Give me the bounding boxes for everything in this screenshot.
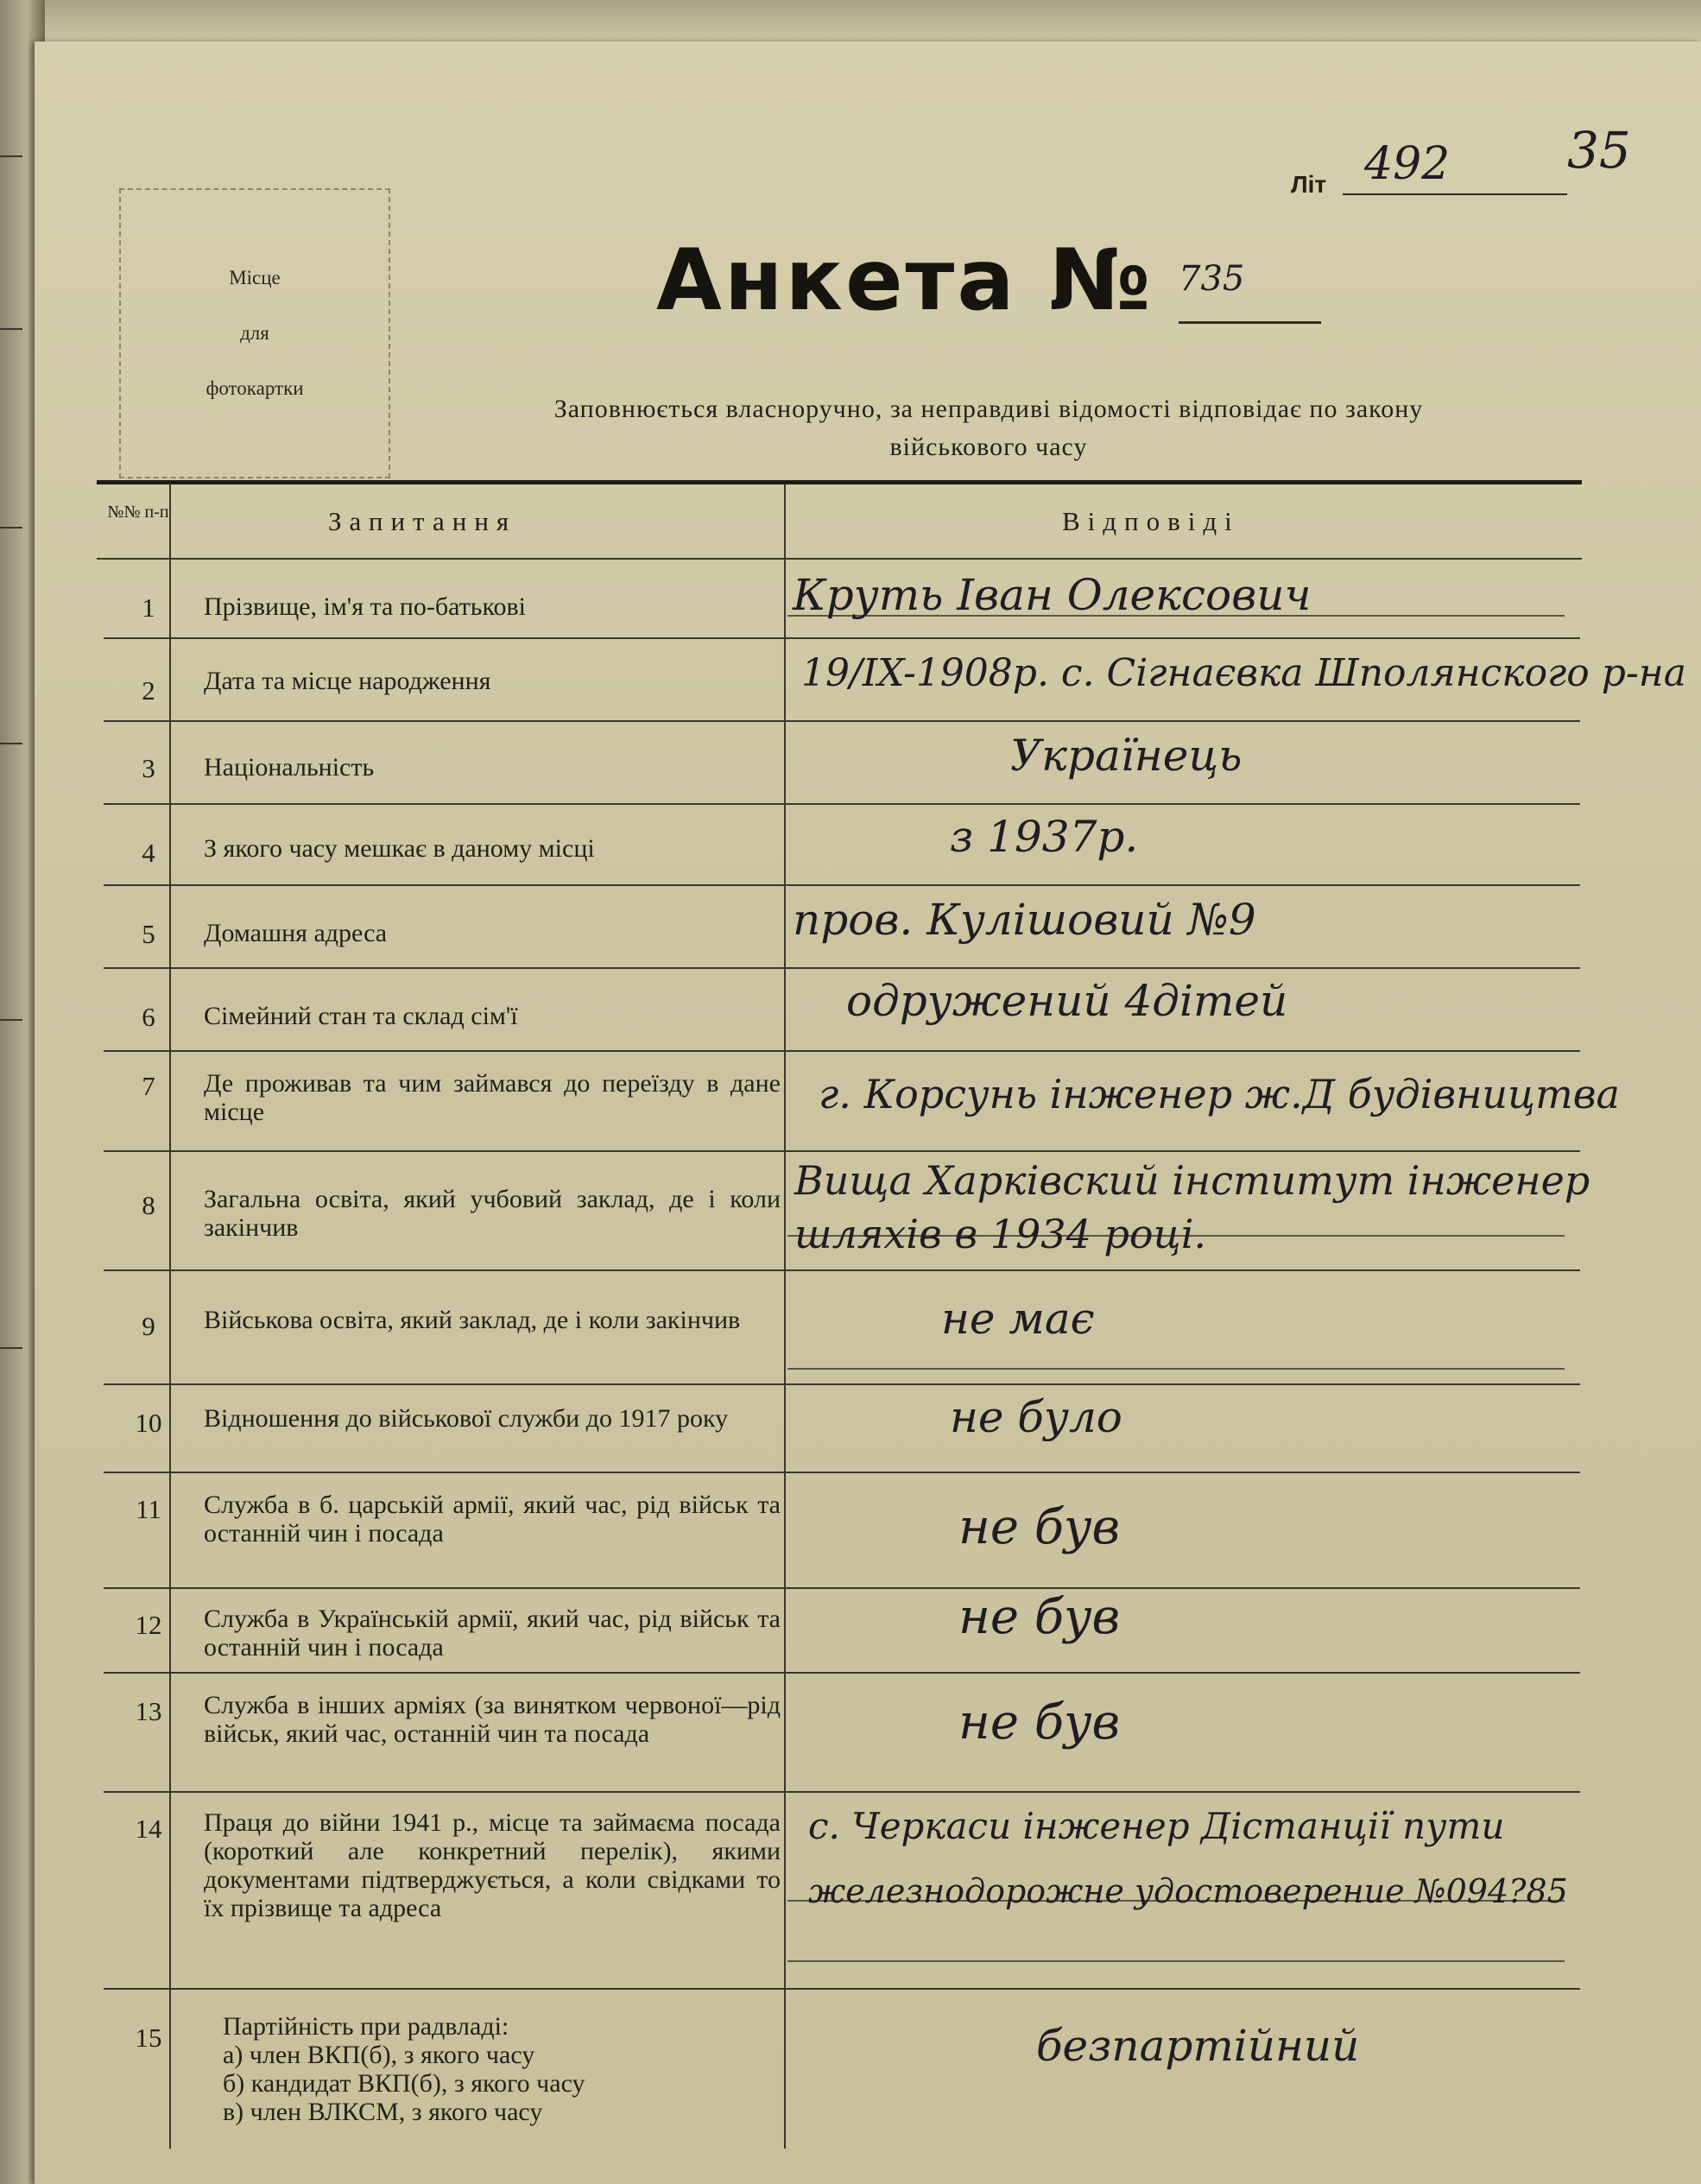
question-text: Служба в інших арміях (за винятком червоної—рід військ, який час, останній чин та посада xyxy=(204,1691,781,1748)
question-text xyxy=(223,2012,800,2126)
subtitle-line2: військового часу xyxy=(889,433,1088,461)
answer-text-line2: железнодорожне удостоверение №094?85 xyxy=(808,1872,1568,1910)
row-rule xyxy=(104,1050,1580,1052)
header-answer: Відповіді xyxy=(1062,506,1240,536)
question-text: Сімейний стан та склад сім'ї xyxy=(204,1002,518,1030)
question-text: З якого часу мешкає в даному місці xyxy=(204,834,595,863)
row-rule xyxy=(104,884,1580,886)
answer-text: безпартійний xyxy=(1036,2021,1360,2071)
row-number: 3 xyxy=(142,753,155,783)
question-line: а) член ВКП(б), з якого часу xyxy=(223,2041,535,2069)
row-rule xyxy=(104,1672,1580,1674)
question-text: Загальна освіта, який учбовий заклад, де і коли закінчив xyxy=(204,1185,781,1242)
lit-label: Літ xyxy=(1291,171,1327,198)
row-number: 7 xyxy=(142,1071,155,1101)
question-text: Відношення до військової служби до 1917 року xyxy=(204,1404,729,1433)
question-text: Праця до війни 1941 р., місце та займаєма посада (короткий але конкретний перелік), якими документами підтверджується, а коли свідками то їх прізвище та адреса xyxy=(204,1808,781,1922)
question-text: Військова освіта, який заклад, де і коли закінчив xyxy=(204,1306,741,1334)
row-number: 15 xyxy=(135,2023,162,2053)
answer-text: з 1937р. xyxy=(950,812,1139,862)
edge-tick xyxy=(0,1019,22,1021)
row-number: 1 xyxy=(142,592,155,623)
row-number: 6 xyxy=(142,1002,155,1032)
question-text: Служба в Українській армії, який час, рід військ та останній чин і посада xyxy=(204,1605,781,1662)
question-text: Служба в б. царській армії, який час, рід військ та останній чин і посада xyxy=(204,1491,781,1548)
question-line: в) член ВЛКСМ, з якого часу xyxy=(223,2098,543,2126)
row-number: 8 xyxy=(142,1190,155,1220)
header-question: Запитання xyxy=(328,506,517,536)
question-text: Прізвище, ім'я та по-батькові xyxy=(204,592,526,621)
answer-text: не був xyxy=(958,1694,1121,1750)
row-rule xyxy=(104,1587,1580,1589)
row-number: 4 xyxy=(142,838,155,868)
subtitle xyxy=(406,390,1571,466)
lit-value: 492 xyxy=(1364,138,1451,190)
question-line: Партійність при радвладі: xyxy=(223,2012,509,2041)
question-text: Домашня адреса xyxy=(204,919,388,947)
table-top-rule xyxy=(97,480,1582,484)
answer-text: не було xyxy=(950,1392,1122,1442)
lit-extra-number: 35 xyxy=(1567,121,1631,180)
question-line: б) кандидат ВКП(б), з якого часу xyxy=(223,2069,585,2098)
answer-text: с. Черкаси інженер Дістанції пути xyxy=(808,1805,1505,1847)
answer-text: 19/IX-1908р. с. Сігнаєвка Шполянского р-на xyxy=(801,651,1687,695)
answer-text: одружений 4дітей xyxy=(846,976,1288,1026)
edge-tick xyxy=(0,743,22,744)
question-text: Національність xyxy=(204,753,375,782)
row-rule xyxy=(104,1988,1580,1990)
edge-tick xyxy=(0,527,22,529)
subtitle-line1: Заповнюється власноручно, за неправдиві відомості відповідає по закону xyxy=(553,395,1424,423)
answer-underline xyxy=(787,1960,1565,1962)
question-text: Де проживав та чим займався до переїзду в дане місце xyxy=(204,1069,781,1126)
answer-text: г. Корсунь інженер ж.Д будівництва xyxy=(819,1071,1620,1117)
row-number: 5 xyxy=(142,919,155,949)
header-bottom-rule xyxy=(97,558,1582,560)
page-title: Анкета № xyxy=(656,231,1154,330)
row-number: 14 xyxy=(135,1814,162,1844)
row-rule xyxy=(104,967,1580,969)
row-rule xyxy=(104,637,1580,639)
answer-text: не має xyxy=(941,1294,1095,1344)
row-number: 10 xyxy=(135,1408,162,1438)
row-rule xyxy=(104,1383,1580,1385)
edge-tick xyxy=(0,328,22,330)
photo-label-line1: Місце xyxy=(229,267,281,288)
row-rule xyxy=(104,1269,1580,1271)
row-number: 11 xyxy=(136,1494,161,1524)
title-number: 735 xyxy=(1179,259,1245,299)
col-divider-answer xyxy=(784,484,786,2149)
row-rule xyxy=(104,1791,1580,1793)
row-rule xyxy=(104,720,1580,722)
row-number: 2 xyxy=(142,675,155,706)
row-rule xyxy=(104,803,1580,805)
photo-placeholder xyxy=(119,188,390,478)
row-number: 13 xyxy=(135,1696,162,1726)
answer-text: не був xyxy=(958,1499,1121,1555)
photo-label-line2: для xyxy=(240,322,269,344)
header-num: №№ п-п xyxy=(107,503,169,522)
row-number: 12 xyxy=(135,1610,162,1640)
photo-label-line3: фотокартки xyxy=(206,377,304,399)
question-text: Дата та місце народження xyxy=(204,667,491,695)
answer-text: не був xyxy=(958,1589,1121,1645)
lit-underline xyxy=(1343,193,1567,195)
answer-text: Вища Харківский інститут інженер xyxy=(794,1157,1590,1204)
answer-underline xyxy=(787,1368,1565,1370)
row-rule xyxy=(104,1150,1580,1152)
edge-tick xyxy=(0,155,22,157)
answer-text: пров. Кулішовий №9 xyxy=(793,895,1256,945)
edge-tick xyxy=(0,1347,22,1349)
row-number: 9 xyxy=(142,1311,155,1341)
answer-text-line2: шляхів в 1934 році. xyxy=(794,1211,1207,1257)
row-rule xyxy=(104,1472,1580,1473)
answer-text: Круть Іван Олексович xyxy=(793,570,1312,620)
title-number-underline xyxy=(1179,321,1321,324)
answer-text: Українець xyxy=(1010,731,1243,781)
